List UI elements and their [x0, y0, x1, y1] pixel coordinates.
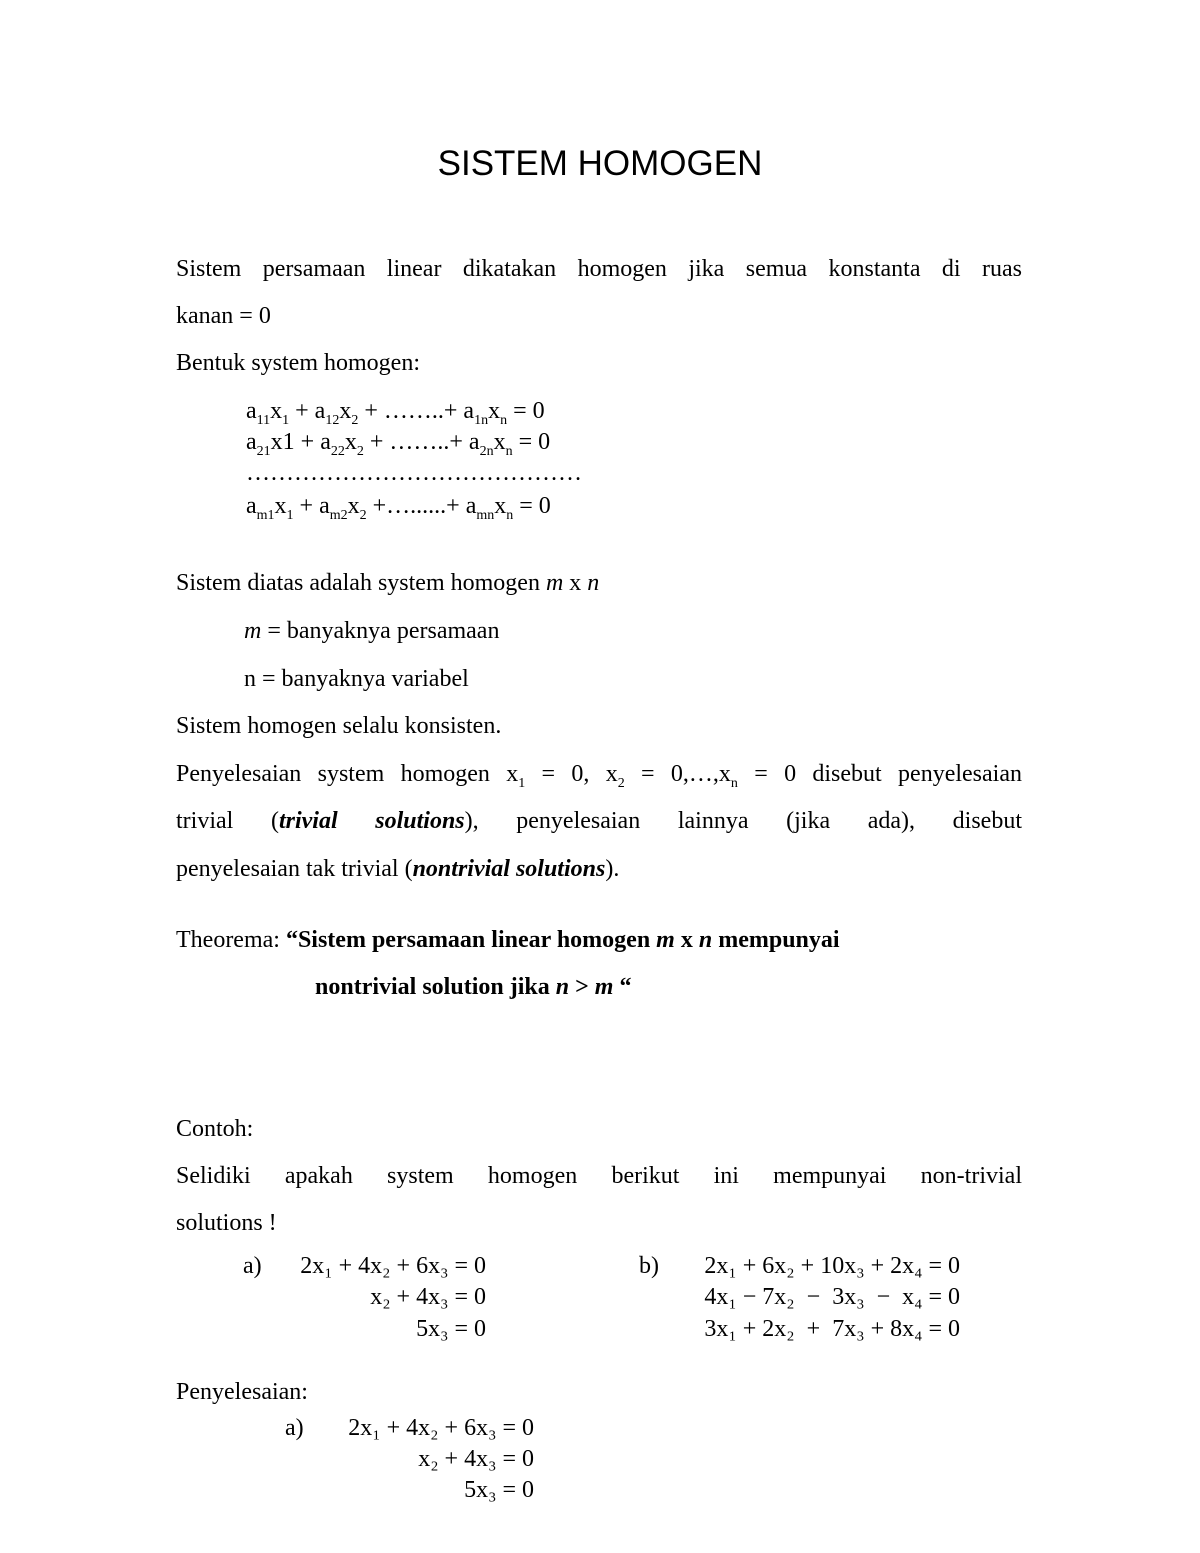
system-b-eq-2: 4x₁ − 7x₂ − 3x₃ − x₄ = 0 [704, 1284, 960, 1310]
solution-a-label: a) [285, 1415, 304, 1441]
n-definition: n = banyaknya variabel [244, 666, 469, 692]
consistent-statement: Sistem homogen selalu konsisten. [176, 713, 502, 739]
system-a-eq-1: 2x₁ + 4x₂ + 6x₃ = 0 [300, 1253, 486, 1279]
size-statement: Sistem diatas adalah system homogen m x n [176, 570, 600, 596]
example-line-2: solutions ! [176, 1210, 277, 1236]
solution-label: Penyelesaian: [176, 1379, 308, 1405]
system-b-eq-3: 3x₁ + 2x₂ + 7x₃ + 8x₄ = 0 [704, 1316, 960, 1342]
form-label: Bentuk system homogen: [176, 350, 420, 376]
intro-line-1: Sistem persamaan linear dikatakan homogen jika semua konstanta di ruas [176, 256, 1022, 282]
example-line-1: Selidiki apakah system homogen berikut ini mempunyai non-trivial [176, 1163, 1022, 1189]
system-a-label: a) [243, 1253, 262, 1279]
system-a-eq-2: x₂ + 4x₃ = 0 [370, 1284, 486, 1310]
trivial-line-2: trivial (trivial solutions), penyelesaian lainnya (jika ada), disebut [176, 808, 1022, 834]
system-b-label: b) [639, 1253, 659, 1279]
theorem-line-1: Theorema: “Sistem persamaan linear homogen m x n mempunyai [176, 927, 840, 953]
general-eq-2: $a_{21}x1 + a_{22}x_2$ + ……..+ $a_{2n}x_n = 0$ [246, 429, 551, 459]
m-definition: m = banyaknya persamaan [244, 618, 500, 644]
solution-eq-3: 5x₃ = 0 [464, 1477, 534, 1503]
example-label: Contoh: [176, 1116, 254, 1142]
system-b-eq-1: 2x₁ + 6x₂ + 10x₃ + 2x₄ = 0 [704, 1253, 960, 1279]
general-eq-1: $a_{11}x_1 + a_{12}x_2$ + ……..+ $a_{1n}x_n = 0$ [246, 398, 545, 428]
page-title: SISTEM HOMOGEN [437, 144, 763, 183]
trivial-line-1: Penyelesaian system homogen $x_1 = 0$, $x_2$ = $0,\dots,x_n = 0$ disebut penyelesaian [176, 761, 1022, 791]
intro-line-2: kanan = 0 [176, 303, 271, 329]
general-eq-3: $a_{m1}x_1 + a_{m2}x_2$ +…......+ $a_{mn}x_n = 0$ [246, 493, 551, 523]
general-dots-row: …………………………………… [246, 460, 582, 486]
system-a-eq-3: 5x₃ = 0 [416, 1316, 486, 1342]
trivial-line-3: penyelesaian tak trivial (nontrivial solutions). [176, 856, 620, 882]
theorem-line-2: nontrivial solution jika n > m “ [315, 974, 632, 1000]
solution-eq-2: x₂ + 4x₃ = 0 [418, 1446, 534, 1472]
solution-eq-1: 2x₁ + 4x₂ + 6x₃ = 0 [348, 1415, 534, 1441]
